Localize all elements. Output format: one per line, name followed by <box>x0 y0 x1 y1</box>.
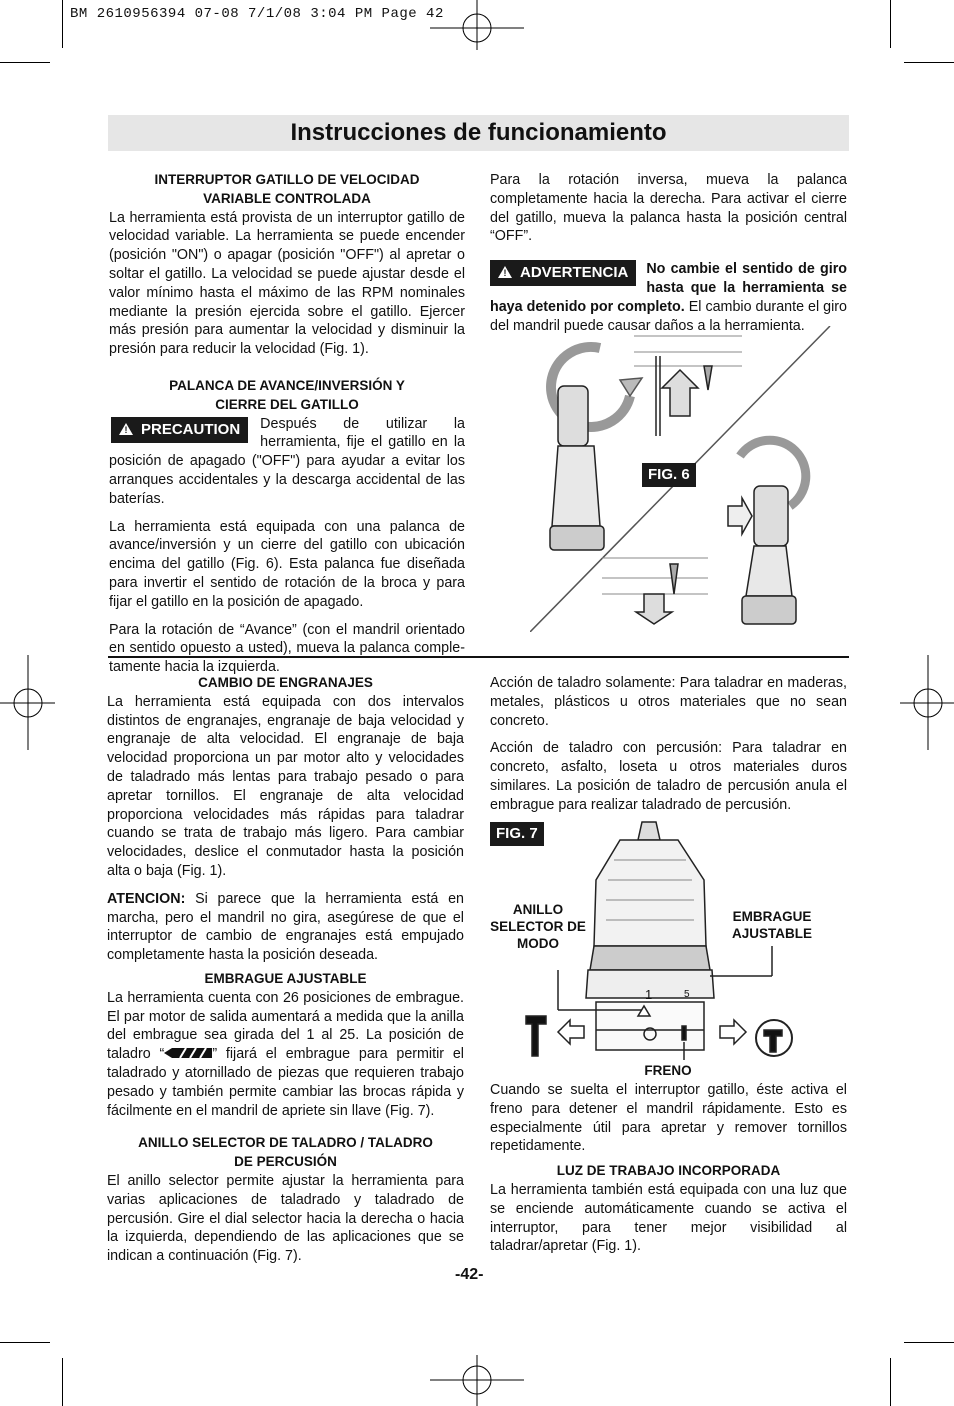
heading-line: INTERRUPTOR GATILLO DE VELOCIDAD <box>154 172 420 187</box>
warning-label: ADVERTENCIA <box>520 264 629 282</box>
heading-line: VARIABLE CONTROLADA <box>203 190 371 206</box>
precaution-text: Después de utilizar la herramienta, fije el gatillo en la posición de apagado ("OFF") para ayudar a evitar los arranques accidentales y la descarga accidental de las baterías. <box>109 415 465 507</box>
paragraph: Cuando se suelta el interruptor gatillo, éste activa el freno para detener el mandril rápidamente. Esto es especialmente útil para apretar y remover tornillos repetidamente. <box>490 1082 847 1155</box>
label-brake: FRENO <box>644 1063 692 1078</box>
warning-text: El cambio durante el giro del mandril puede causar daños a la herramienta. <box>490 298 847 334</box>
warning-badge <box>490 260 636 286</box>
paragraph: La herramienta está equipada con una palanca de avance/inversión y un cierre del gatillo con ubicación encima del gatillo (Fig. 6). Esta palanca fue diseñada para invertir el sentido de rotación de la broca y para fijar el gatillo en la posición de apagado. <box>109 518 465 610</box>
page-title: Instrucciones de funcionamiento <box>290 119 667 146</box>
precaution-badge <box>111 417 248 443</box>
clutch-scale-min: 1 <box>645 987 653 1002</box>
heading-gears: CAMBIO DE ENGRANAJES <box>198 675 373 690</box>
right-top-column <box>490 171 847 344</box>
warning-paragraph <box>490 260 847 335</box>
heading-trigger-switch <box>109 171 465 209</box>
drill-bit-icon <box>164 1048 212 1058</box>
paragraph: Acción de taladro con percusión: Para taladrar en concreto, asfalto, loseta u otros materiales duros similares. La posición de taladro de percusión anula el embrague para realizar taladrado de percusión. <box>490 740 847 813</box>
section-divider <box>108 656 849 658</box>
heading-line: DE PERCUSIÓN <box>234 1154 337 1170</box>
heading-line: PALANCA DE AVANCE/INVERSIÓN Y <box>169 377 405 393</box>
warning-bold-text: No cambie el sentido de giro hasta que la herramienta se haya detenido por completo. <box>490 261 847 315</box>
warning-triangle-icon: ! <box>119 423 133 435</box>
paragraph: Acción de taladro solamente: Para taladrar en maderas, metales, plásticos u otros materiales que no sean concreto. <box>490 675 847 729</box>
right-bottom-column-top <box>490 674 847 824</box>
warning-triangle-icon: ! <box>498 266 512 278</box>
fig6-label: FIG. 6 <box>642 463 696 487</box>
paragraph: La herramienta está provista de un interruptor gatillo de velocidad variable. La herramienta se puede encender (posición "ON") o apagar (posición "OFF") al apretar o soltar el gatillo. La velocidad se puede ajustar desde el valor mínimo hasta el máximo de las RPM nominales mediante la presión ejercida sobre el gatillo. Ejercer más presión para aumentar la velocidad y disminuir la presión para reducir la velocidad (Fig. 1). <box>109 209 465 358</box>
atencion-text: Si parece que la herramienta está en marcha, pero el mandril no gira, asegúrese de que el interruptor de cambio de engranajes está empujado completamente hasta la posición deseada. <box>107 890 464 964</box>
heading-work-light: LUZ DE TRABAJO INCORPORADA <box>556 1163 781 1179</box>
heading-clutch: EMBRAGUE AJUSTABLE <box>204 970 367 986</box>
fig7-label: FIG. 7 <box>490 822 544 846</box>
heading-reverse-lever <box>109 377 465 415</box>
heading-line: ANILLO SELECTOR DE TALADRO / TALADRO <box>138 1135 433 1151</box>
atencion-label: ATENCION: <box>107 890 186 907</box>
heading-line: CIERRE DEL GATILLO <box>215 396 359 412</box>
clutch-paragraph <box>107 989 464 1121</box>
label-mode-ring: ANILLO SELECTOR DE MODO <box>490 902 586 951</box>
title-bar <box>108 115 849 151</box>
clutch-scale-max: 5 <box>684 989 690 1000</box>
precaution-label: PRECAUTION <box>141 420 241 438</box>
label-clutch: EMBRAGUE AJUSTABLE <box>731 909 812 941</box>
heading-selector-ring <box>107 1134 464 1172</box>
paragraph: La herramienta está equipada con dos intervalos distintos de engranajes, engranaje de baja velocidad y engranaje de alta velocidad. El engranaje de baja velocidad proporciona un par motor alto y velocidades de taladrado más lentas para trabajo pesado o para apretar tornillos. El engranaje de alta velocidad proporciona velocidades más rápidas para taladrar cuando se trata de trabajo más ligero. Para cambiar velocidades, deslice el conmutador hasta la posición alta o baja (Fig. 1). <box>107 693 464 879</box>
paragraph: Para la rotación inversa, mueva la palanca completamente hacia la derecha. Para activar el cierre del gatillo, mueva la palanca hasta la posición central “OFF”. <box>490 172 847 245</box>
paragraph: El anillo selector permite ajustar la herramienta para varias aplicaciones de taladrado y taladrado de percusión. Gire el dial selector hacia la derecha o hacia la izquierda, dependiendo de las aplicaciones que se indican a continuación (Fig. 7). <box>107 1172 464 1265</box>
right-bottom-column-bottom <box>490 1081 847 1265</box>
left-bottom-column <box>107 674 464 1275</box>
paragraph: La herramienta también está equipada con una luz que se enciende automáticamente cuando se activa el interruptor, para tener mejor visibilidad al taladrar/apretar (Fig. 1). <box>490 1181 847 1255</box>
atencion-paragraph <box>107 890 464 965</box>
print-slug: BM 2610956394 07-08 7/1/08 3:04 PM Page 42 <box>70 6 444 22</box>
left-top-column <box>109 171 465 686</box>
clutch-text: ” fijará el embrague para permitir el taladrado y atornillado de piezas que requieren trabajo pesado y también permite cambiar las brocas rápida y fácilmente en el mandril de apriete sin llave (Fig. 7). <box>107 1046 464 1119</box>
page-number: -42- <box>455 1266 484 1283</box>
paragraph: Para la rotación de “Avance” (con el mandril orientado en sentido opuesto a usted), mueva la palanca completamente hacia la izquierda. <box>109 621 465 676</box>
precaution-paragraph <box>109 415 465 509</box>
clutch-text: La herramienta cuenta con 26 posiciones de embrague. El par motor de salida aumentará a medida que la anilla del embrague sea girada del 1 al 25. La posición de taladro “ <box>107 989 464 1063</box>
